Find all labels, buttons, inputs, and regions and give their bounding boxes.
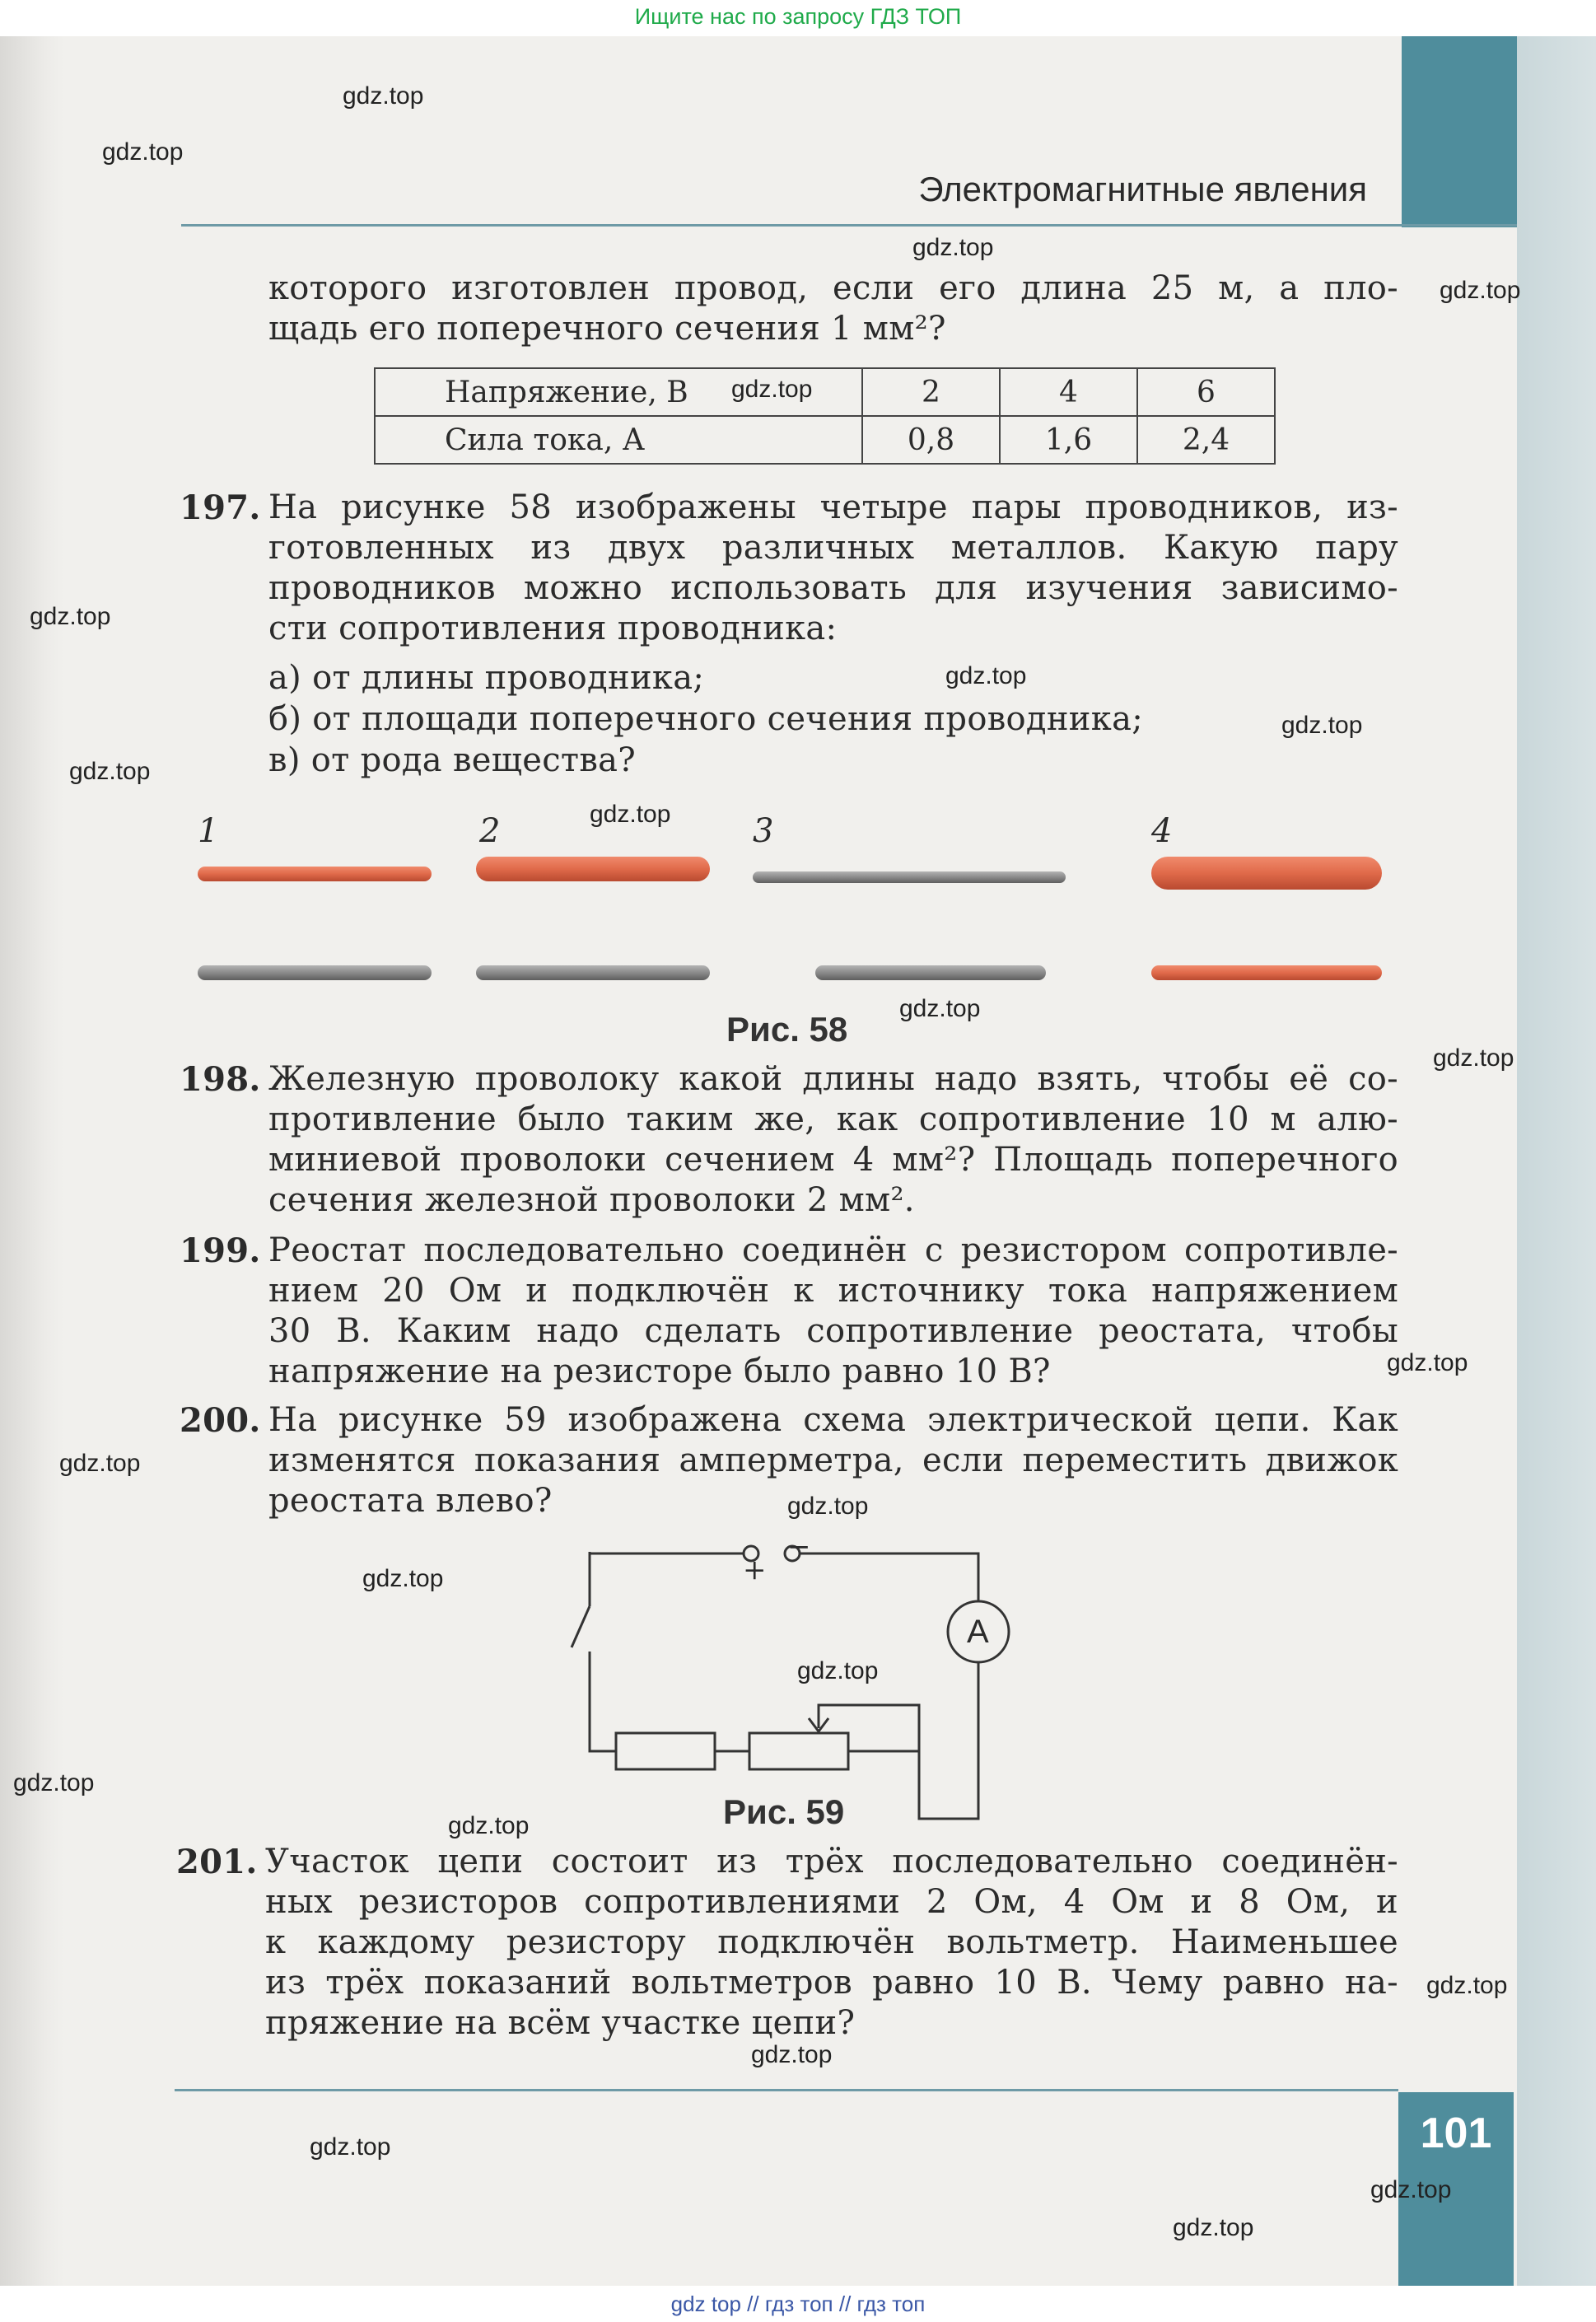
page-number: 101 (1420, 2109, 1492, 2157)
wire-steel (198, 965, 432, 980)
watermark: gdz.top (1440, 277, 1521, 304)
battery-minus: − (787, 1530, 811, 1563)
watermark: gdz.top (899, 995, 981, 1022)
watermark: gdz.top (1370, 2176, 1452, 2203)
watermark: gdz.top (69, 758, 151, 785)
wire-pair-label: 1 (198, 812, 219, 850)
text-line: реостата влево? (268, 1482, 553, 1520)
figure-58-caption: Рис. 58 (726, 1010, 848, 1049)
watermark: gdz.top (787, 1493, 869, 1520)
text-line: сти сопротивления проводника: (268, 610, 838, 647)
text-line: На рисунке 58 изображены четыре пары проводников, из- (268, 488, 1398, 526)
chapter-header: Электромагнитные явления (918, 170, 1367, 208)
text-line: Железную проволоку какой длины надо взять, чтобы её со- (268, 1060, 1398, 1098)
circuit-wire (590, 1652, 616, 1751)
text-line: 30 В. Каким надо сделать сопротивление реостата, чтобы (268, 1312, 1398, 1350)
wire-copper (1151, 857, 1382, 890)
table-cell: 2,4 (1137, 416, 1275, 464)
circuit-wire (792, 1553, 978, 1601)
text-line: щадь его поперечного сечения 1 мм²? (268, 310, 946, 348)
table-cell: 4 (1000, 368, 1137, 416)
text-line: нием 20 Ом и подключён к источнику тока напряжением (268, 1272, 1398, 1310)
problem-201-text (265, 1842, 1398, 2044)
text-line: противление было таким же, как сопротивление 10 м алю- (268, 1100, 1398, 1138)
watermark: gdz.top (59, 1450, 141, 1477)
bottom-banner[interactable]: gdz top // гдз топ // гдз топ (0, 2286, 1596, 2322)
problem-number: 199. (180, 1231, 261, 1270)
text-line: На рисунке 59 изображена схема электрической цепи. Как (268, 1401, 1398, 1439)
text-line: готовленных из двух различных металлов. Какую пару (268, 529, 1398, 567)
table-cell: Сила тока, А (375, 416, 862, 464)
wire-copper (1151, 965, 1382, 980)
wire-copper (476, 857, 710, 881)
watermark: gdz.top (1426, 1972, 1508, 1999)
text-line: из трёх показаний вольтметров равно 10 В. Чему равно на- (265, 1964, 1398, 2002)
ammeter-label: A (967, 1614, 989, 1650)
problem-number: 201. (176, 1843, 258, 1881)
watermark: gdz.top (1387, 1349, 1468, 1376)
watermark: gdz.top (362, 1565, 444, 1592)
top-banner[interactable]: Ищите нас по запросу ГДЗ ТОП (0, 0, 1596, 36)
watermark: gdz.top (797, 1657, 879, 1684)
text-line: миниевой проволоки сечением 4 мм²? Площадь поперечного (268, 1141, 1398, 1179)
figure-59-caption: Рис. 59 (723, 1792, 845, 1831)
wire-pair-label: 2 (479, 812, 501, 850)
text-line: сечения железной проволоки 2 мм². (268, 1181, 915, 1219)
watermark: gdz.top (751, 2041, 833, 2068)
watermark: gdz.top (1433, 1044, 1514, 1072)
watermark: gdz.top (102, 138, 184, 166)
wire-pair-label: 3 (753, 812, 774, 850)
table-cell: 2 (862, 368, 1000, 416)
text-line: которого изготовлен провод, если его длина 25 м, а пло- (268, 269, 1398, 307)
problem-198-text (268, 1059, 1398, 1221)
watermark: gdz.top (731, 376, 813, 403)
text-line: пряжение на всём участке цепи? (265, 2004, 856, 2042)
text-line: к каждому резистору подключён вольтметр. Наименьшее (265, 1923, 1398, 1961)
rheostat-left (616, 1733, 715, 1769)
watermark: gdz.top (30, 603, 111, 630)
text-line: изменятся показания амперметра, если переместить движок (268, 1441, 1398, 1479)
watermark: gdz.top (912, 234, 994, 261)
watermark: gdz.top (590, 801, 671, 828)
watermark: gdz.top (945, 662, 1027, 689)
circuit-wire (590, 1552, 751, 1553)
wire-steel (753, 871, 1066, 883)
switch-lever (572, 1606, 590, 1647)
footer-divider (175, 2089, 1398, 2091)
text-line: Участок цепи состоит из трёх последовательно соединён- (265, 1843, 1398, 1880)
text-line: Реостат последовательно соединён с резистором сопротивле- (268, 1231, 1398, 1269)
watermark: gdz.top (1173, 2214, 1254, 2241)
problem-199-text (268, 1231, 1398, 1392)
wire-steel (815, 965, 1046, 980)
watermark: gdz.top (1281, 712, 1363, 739)
battery-plus: + (743, 1553, 767, 1586)
circuit-wire (850, 1662, 978, 1819)
table-cell: 1,6 (1000, 416, 1137, 464)
table-cell: Напряжение, В (375, 368, 862, 416)
option-b: б) от площади поперечного сечения проводника; (268, 700, 1143, 738)
circuit-diagram (572, 1546, 1009, 1819)
text-line: напряжение на резисторе было равно 10 В? (268, 1353, 1051, 1390)
watermark: gdz.top (310, 2133, 391, 2161)
problem-number: 200. (180, 1401, 261, 1440)
wire-steel (476, 965, 710, 980)
text-line: ных резисторов сопротивлениями 2 Ом, 4 Ом и 8 Ом, и (265, 1883, 1398, 1921)
watermark: gdz.top (13, 1769, 95, 1796)
problem-number: 198. (180, 1060, 261, 1099)
wire-pair-label: 4 (1151, 812, 1173, 850)
watermark: gdz.top (448, 1812, 530, 1839)
text-line: проводников можно использовать для изучения зависимо- (268, 569, 1398, 607)
wire-copper (198, 867, 432, 881)
option-a: а) от длины проводника; (268, 659, 705, 697)
option-c: в) от рода вещества? (268, 741, 637, 779)
table-cell: 6 (1137, 368, 1275, 416)
watermark: gdz.top (343, 82, 424, 110)
table-cell: 0,8 (862, 416, 1000, 464)
problem-number: 197. (180, 488, 261, 527)
rheostat-right (749, 1733, 848, 1769)
